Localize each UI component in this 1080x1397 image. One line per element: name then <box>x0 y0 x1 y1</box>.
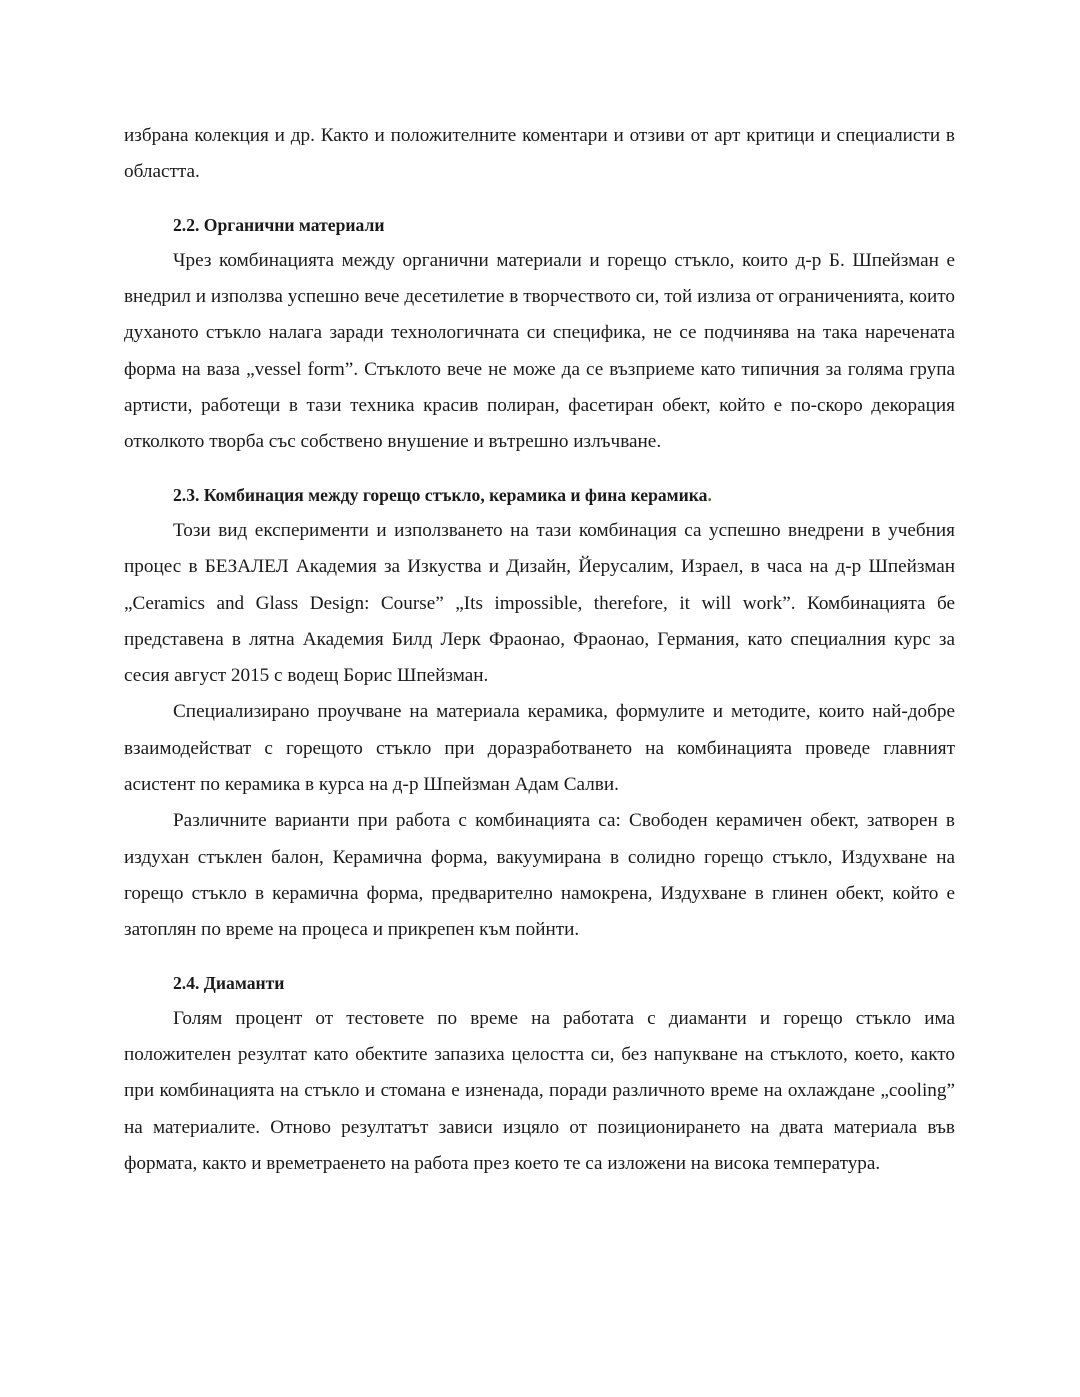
paragraph-combination-3: Различните варианти при работа с комбинацията са: Свободен керамичен обект, затворен в издухан стъклен балон, Керамична форма, вакуумирана в солидно горещо стъкло, Издухване на горещо стъкло в керамична форма, предварително намокрена, Издухване в глинен обект, който е затоплян по време на процеса и прикрепен към пойнти. <box>124 810 955 941</box>
paragraph-organic-materials: Чрез комбинацията между органични материали и горещо стъкло, които д-р Б. Шпейзман е внедрил и използва успешно вече десетилетие в творчеството си, той излиза от ограниченията, които духаното стъкло налага заради технологичната си специфика, не се подчинява на така наречената форма на ваза „vessel form”. Стъклото вече не може да се възприеме като типичния за голяма група артисти, работещи в тази техника красив полиран, фасетиран обект, който е по-скоро декорация отколкото творба със собствено внушение и вътрешно излъчване. <box>124 249 955 453</box>
section-gap <box>124 461 955 477</box>
document-page <box>124 118 955 1182</box>
paragraph-combination-2: Специализирано проучване на материала керамика, формулите и методите, които най-добре взаимодействат с горещото стъкло при доразработването на комбинацията проведе главният асистент по керамика в курса на д-р Шпейзман Адам Салви. <box>124 701 955 796</box>
paragraph-combination-1: Този вид експерименти и използването на тази комбинация са успешно внедрени в учебния процес в БЕЗАЛЕЛ Академия за Изкуства и Дизайн, Йерусалим, Израел, в часа на д-р Шпейзман „Ceramics and Glass Design: Course” „Its impossible, therefore, it will work”. Комбинацията бе представена в лятна Академия Билд Лерк Фраонао, Фраонао, Германия, като специалния курс за сесия август 2015 с водещ Борис Шпейзман. <box>124 519 955 687</box>
heading-combination-dot: . <box>707 484 712 505</box>
heading-combination-text: 2.3. Комбинация между горещо стъкло, керамика и фина керамика <box>173 484 708 505</box>
heading-organic-materials-text: 2.2. Органични материали <box>173 214 385 235</box>
paragraph-intro: избрана колекция и др. Както и положителните коментари и отзиви от арт критици и специалисти в областта. <box>124 125 955 183</box>
paragraph-diamonds: Голям процент от тестовете по време на работата с диаманти и горещо стъкло има положителен резултат като обектите запазиха целостта си, без напукване на стъклото, което, както при комбинацията на стъкло и стомана е изненада, поради различното време на охлаждане „cooling” на материалите. Отново резултатът зависи изцяло от позиционирането на двата материала във формата, както и времетраенето на работа през което те са изложени на висока температура. <box>124 1007 955 1175</box>
heading-diamonds <box>124 965 955 1001</box>
heading-combination <box>124 477 955 513</box>
heading-diamonds-text: 2.4. Диаманти <box>173 972 285 993</box>
heading-organic-materials <box>124 207 955 243</box>
section-gap <box>124 191 955 207</box>
section-gap <box>124 949 955 965</box>
